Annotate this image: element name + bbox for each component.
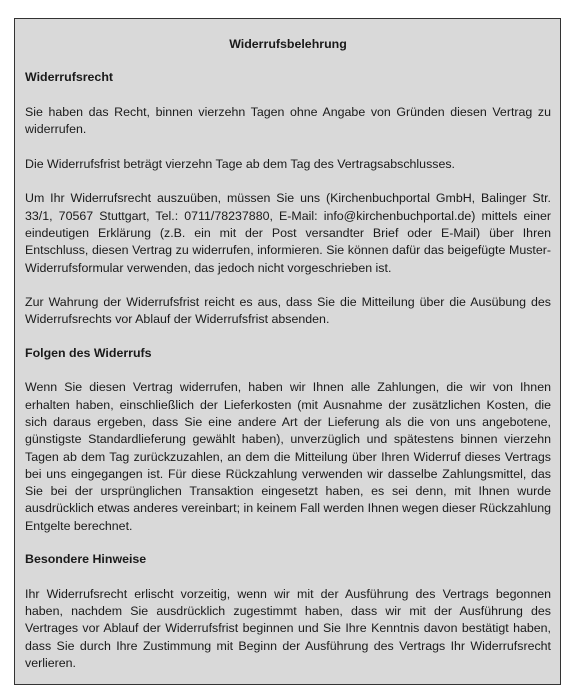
section-heading-besondere-hinweise: Besondere Hinweise xyxy=(25,552,147,567)
section-heading-folgen-des-widerrufs: Folgen des Widerrufs xyxy=(25,345,152,360)
paragraph: Um Ihr Widerrufsrecht auszuüben, müssen Sie uns (Kirchenbuchportal GmbH, Balinger Str. 33/1, 70567 Stuttgart, Tel.: 0711/78237880, E-Mail: info@kirchenbuchportal.de) mittels einer eindeutigen Erklärung (z.B. ein mit der Post versandter Brief oder E-Mail) über Ihren Entschluss, diesen Vertrag zu widerrufen, informieren. Sie können dafür das beigefügte Muster-Widerrufsformular verwenden, das jedoch nicht vorgeschrieben ist. xyxy=(25,191,551,275)
paragraph: Sie haben das Recht, binnen vierzehn Tagen ohne Angabe von Gründen diesen Vertrag zu widerrufen. xyxy=(25,104,551,137)
section-widerrufsrecht xyxy=(25,69,551,328)
section-besondere-hinweise xyxy=(25,551,551,672)
paragraph: Ihr Widerrufsrecht erlischt vorzeitig, wenn wir mit der Ausführung des Vertrags begonnen haben, nachdem Sie ausdrücklich zugestimmt haben, dass wir mit der Ausführung des Vertrages vor Ablauf der Widerrufsfrist beginnen und Sie Ihre Kenntnis davon bestätigt haben, dass Sie durch Ihre Zustimmung mit Beginn der Ausführung des Vertrags Ihr Widerrufsrecht verlieren. xyxy=(25,586,551,670)
document-title: Widerrufsbelehrung xyxy=(229,37,347,51)
paragraph: Wenn Sie diesen Vertrag widerrufen, haben wir Ihnen alle Zahlungen, die wir von Ihnen erhalten haben, einschließlich der Lieferkosten (mit Ausnahme der zusätzlichen Kosten, die sich daraus ergeben, dass Sie eine andere Art der Lieferung als die von uns angebotene, günstigste Standardlieferung gewählt haben), unverzüglich und spätestens binnen vierzehn Tagen ab dem Tag zurückzuzahlen, an dem die Mitteilung über Ihren Widerruf dieses Vertrags bei uns eingegangen ist. Für diese Rückzahlung verwenden wir dasselbe Zahlungsmittel, das Sie bei der ursprünglichen Transaktion eingesetzt haben, es sei denn, mit Ihnen wurde ausdrücklich etwas anderes vereinbart; in keinem Fall werden Ihnen wegen dieser Rückzahlung Entgelte berechnet. xyxy=(25,380,551,533)
document-box xyxy=(14,18,561,685)
section-heading-widerrufsrecht: Widerrufsrecht xyxy=(25,70,114,85)
paragraph: Zur Wahrung der Widerrufsfrist reicht es aus, dass Sie die Mitteilung über die Ausübung des Widerrufsrechts vor Ablauf der Widerrufsfrist absenden. xyxy=(25,295,551,327)
paragraph: Die Widerrufsfrist beträgt vierzehn Tage ab dem Tag des Vertragsabschlusses. xyxy=(25,156,455,171)
section-folgen-des-widerrufs xyxy=(25,345,551,535)
